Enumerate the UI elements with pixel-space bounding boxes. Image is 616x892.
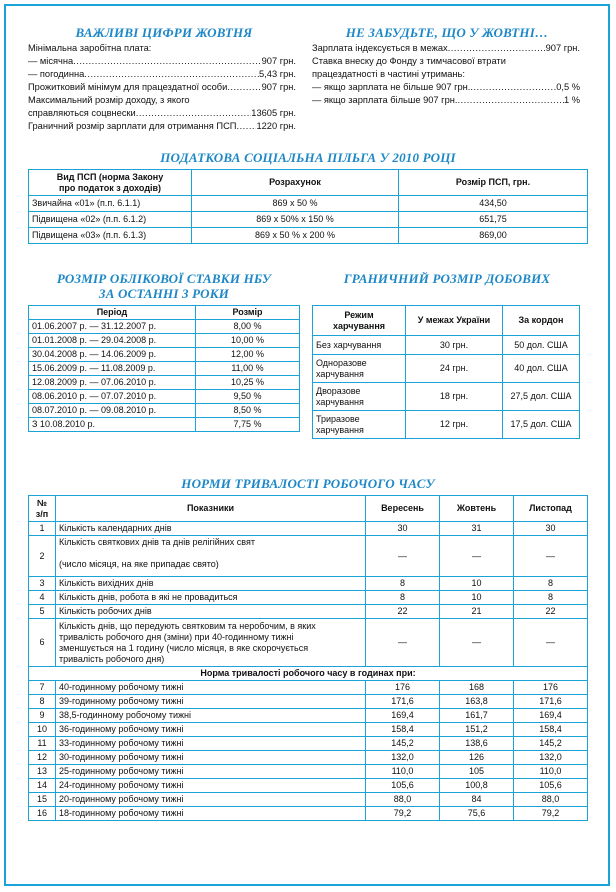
hours-table xyxy=(28,495,588,821)
hours-header-number: № з/п xyxy=(29,496,56,522)
table-row: 08.06.2010 р. — 07.07.2010 р. 9,50 % xyxy=(29,390,300,404)
table-row: Звичайна «01» (п.п. 6.1.1) 869 х 50 % 434,50 xyxy=(29,196,588,212)
table-row: 30.04.2008 р. — 14.06.2009 р. 12,00 % xyxy=(29,348,300,362)
hours-header-oct: Жовтень xyxy=(440,496,514,522)
table-row: Підвищена «03» (п.п. 6.1.3) 869 х 50 % х 200 % 869,00 xyxy=(29,228,588,244)
table-row: Одноразове харчування 24 грн. 40 дол. США xyxy=(313,355,580,383)
daily-header-mode: Режим харчування xyxy=(313,306,406,336)
table-row: 3 Кількість вихідних днів 8 10 8 xyxy=(29,577,588,591)
table-row: 4 Кількість днів, робота в які не провадиться 8 10 8 xyxy=(29,591,588,605)
row-label: — якщо зарплата більше 907 грн. xyxy=(312,95,458,105)
row-value: 907 грн. xyxy=(261,56,296,66)
psp-table xyxy=(28,169,588,244)
row-label: — якщо зарплата не більше 907 грн. xyxy=(312,82,471,92)
table-row: 8 39-годинному робочому тижні 171,6 163,8 171,6 xyxy=(29,695,588,709)
indexed-row xyxy=(312,42,580,55)
nbu-header-rate: Розмір xyxy=(196,306,300,320)
table-row: 9 38,5-годинному робочому тижні 169,4 161,7 169,4 xyxy=(29,709,588,723)
row-value: 1220 грн. xyxy=(256,121,296,131)
psp-header-calc: Розрахунок xyxy=(192,170,399,196)
max-income-row xyxy=(28,107,296,120)
nbu-title: РОЗМІР ОБЛІКОВОЇ СТАВКИ НБУ ЗА ОСТАННІ 3 РОКИ xyxy=(56,271,272,301)
hours-header-sep: Вересень xyxy=(366,496,440,522)
important-row xyxy=(28,68,296,81)
important-row xyxy=(28,55,296,68)
fund-line2: працездатності в частині утримань: xyxy=(312,69,465,79)
table-row: 1 Кількість календарних днів 30 31 30 xyxy=(29,522,588,536)
psp-title: ПОДАТКОВА СОЦІАЛЬНА ПІЛЬГА У 2010 РОЦІ xyxy=(160,150,456,165)
row-value: 0,5 % xyxy=(556,82,580,92)
important-row xyxy=(28,81,296,94)
row-label: Прожитковий мінімум для працездатної особи xyxy=(28,82,228,92)
daily-header-ukraine: У межах України xyxy=(406,306,503,336)
min-wage-label: Мінімальна заробітна плата: xyxy=(28,43,152,53)
table-row: Без харчування 30 грн. 50 дол. США xyxy=(313,336,580,355)
table-row: 12 30-годинному робочому тижні 132,0 126 132,0 xyxy=(29,751,588,765)
nbu-table xyxy=(28,305,300,432)
psp-header-amount: Розмір ПСП, грн. xyxy=(399,170,588,196)
hours-header-indicator: Показники xyxy=(56,496,366,522)
limit-row xyxy=(28,120,296,133)
max-income-line1: Максимальний розмір доходу, з якого xyxy=(28,95,190,105)
table-row: З 10.08.2010 р. 7,75 % xyxy=(29,418,300,432)
table-row: 08.07.2010 р. — 09.08.2010 р. 8,50 % xyxy=(29,404,300,418)
table-row: 7 40-годинному робочому тижні 176 168 176 xyxy=(29,681,588,695)
table-row: 01.06.2007 р. — 31.12.2007 р. 8,00 % xyxy=(29,320,300,334)
table-row: 16 18-годинному робочому тижні 79,2 75,6 79,2 xyxy=(29,807,588,821)
row-value: 1 % xyxy=(563,95,580,105)
row-value: 907 грн. xyxy=(545,43,580,53)
nbu-header-period: Період xyxy=(29,306,196,320)
row-label: Зарплата індексується в межах xyxy=(312,43,448,53)
table-subheading: Норма тривалості робочого часу в годинах при: xyxy=(29,667,588,681)
table-row: 15.06.2009 р. — 11.08.2009 р. 11,00 % xyxy=(29,362,300,376)
row-value: 5,43 грн. xyxy=(259,69,296,79)
table-row: 12.08.2009 р. — 07.06.2010 р. 10,25 % xyxy=(29,376,300,390)
table-row: 2 Кількість святкових днів та днів релігійних свят (число місяця, на яке припадає свято) — — — xyxy=(29,536,588,577)
remember-title: НЕ ЗАБУДЬТЕ, ЩО У ЖОВТНІ… xyxy=(345,25,549,40)
important-title: ВАЖЛИВІ ЦИФРИ ЖОВТНЯ xyxy=(75,25,253,40)
table-row: 11 33-годинному робочому тижні 145,2 138,6 145,2 xyxy=(29,737,588,751)
hours-header-nov: Листопад xyxy=(514,496,588,522)
table-row: 5 Кількість робочих днів 22 21 22 xyxy=(29,605,588,619)
table-row: 13 25-годинному робочому тижні 110,0 105 110,0 xyxy=(29,765,588,779)
fund-row xyxy=(312,81,580,94)
table-row: 15 20-годинному робочому тижні 88,0 84 88,0 xyxy=(29,793,588,807)
daily-title: ГРАНИЧНИЙ РОЗМІР ДОБОВИХ xyxy=(343,271,551,286)
row-label: — місячна xyxy=(28,56,74,66)
daily-table xyxy=(312,305,580,439)
psp-header-type: Вид ПСП (норма Закону про податок з доходів) xyxy=(29,170,192,196)
fund-line1: Ставка внеску до Фонду з тимчасової втрати xyxy=(312,56,506,66)
hours-title: НОРМИ ТРИВАЛОСТІ РОБОЧОГО ЧАСУ xyxy=(181,476,435,491)
table-row: 6 Кількість днів, що передують святковим та неробочим, в яких тривалість робочого дня (зміни) при 40-годинному тижні зменшується на 1 годину (число місяця, в яке скорочується тривалість робочого дня) — — — xyxy=(29,619,588,667)
row-value: 13605 грн. xyxy=(251,108,296,118)
table-row: 01.01.2008 р. — 29.04.2008 р. 10,00 % xyxy=(29,334,300,348)
row-value: 907 грн. xyxy=(261,82,296,92)
table-row: Підвищена «02» (п.п. 6.1.2) 869 х 50% х 150 % 651,75 xyxy=(29,212,588,228)
row-label: справляються соцвнески xyxy=(28,108,136,118)
table-row: 14 24-годинному робочому тижні 105,6 100,8 105,6 xyxy=(29,779,588,793)
row-label: Граничний розмір зарплати для отримання ПСП xyxy=(28,121,237,131)
daily-header-abroad: За кордон xyxy=(503,306,580,336)
table-row: Дворазове харчування 18 грн. 27,5 дол. США xyxy=(313,383,580,411)
row-label: — погодинна xyxy=(28,69,85,79)
fund-row xyxy=(312,94,580,107)
table-row: 10 36-годинному робочому тижні 158,4 151,2 158,4 xyxy=(29,723,588,737)
table-row: Триразове харчування 12 грн. 17,5 дол. США xyxy=(313,411,580,439)
